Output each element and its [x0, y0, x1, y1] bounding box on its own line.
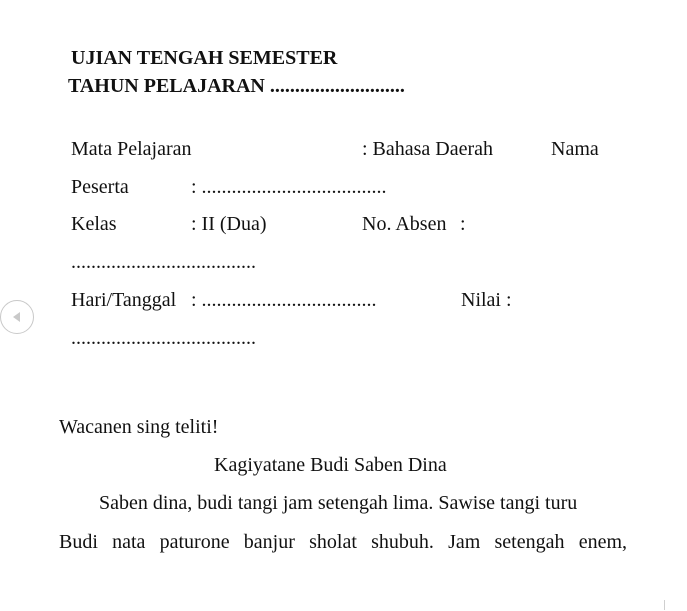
absence-number-label: No. Absen	[362, 213, 447, 235]
subject-label: Mata Pelajaran	[71, 138, 192, 160]
story-title: Kagiyatane Budi Saben Dina	[214, 454, 447, 476]
previous-page-button[interactable]	[0, 300, 34, 334]
paragraph-line-2: Budi nata paturone banjur sholat shubuh. Jam setengah enem,	[59, 531, 627, 553]
class-label: Kelas	[71, 213, 117, 235]
name-label: Nama	[551, 138, 599, 160]
school-year-title: TAHUN PELAJARAN ...........................	[68, 75, 405, 97]
absence-number-colon: :	[460, 213, 466, 235]
score-label: Nilai :	[461, 289, 512, 311]
date-value: : ...................................	[191, 289, 377, 311]
absence-number-dots: .....................................	[71, 251, 256, 273]
paragraph-line-1: Saben dina, budi tangi jam setengah lima. Sawise tangi turu	[99, 492, 578, 514]
reading-instruction: Wacanen sing teliti!	[59, 416, 219, 438]
subject-value: : Bahasa Daerah	[362, 138, 494, 160]
date-label: Hari/Tanggal	[71, 289, 177, 311]
participant-label: Peserta	[71, 176, 129, 198]
page-corner-mark	[664, 600, 665, 610]
class-value: : II (Dua)	[191, 213, 267, 235]
score-dots: .....................................	[71, 327, 256, 349]
participant-value: : .....................................	[191, 176, 387, 198]
exam-title: UJIAN TENGAH SEMESTER	[71, 47, 338, 69]
chevron-left-icon	[10, 310, 24, 324]
